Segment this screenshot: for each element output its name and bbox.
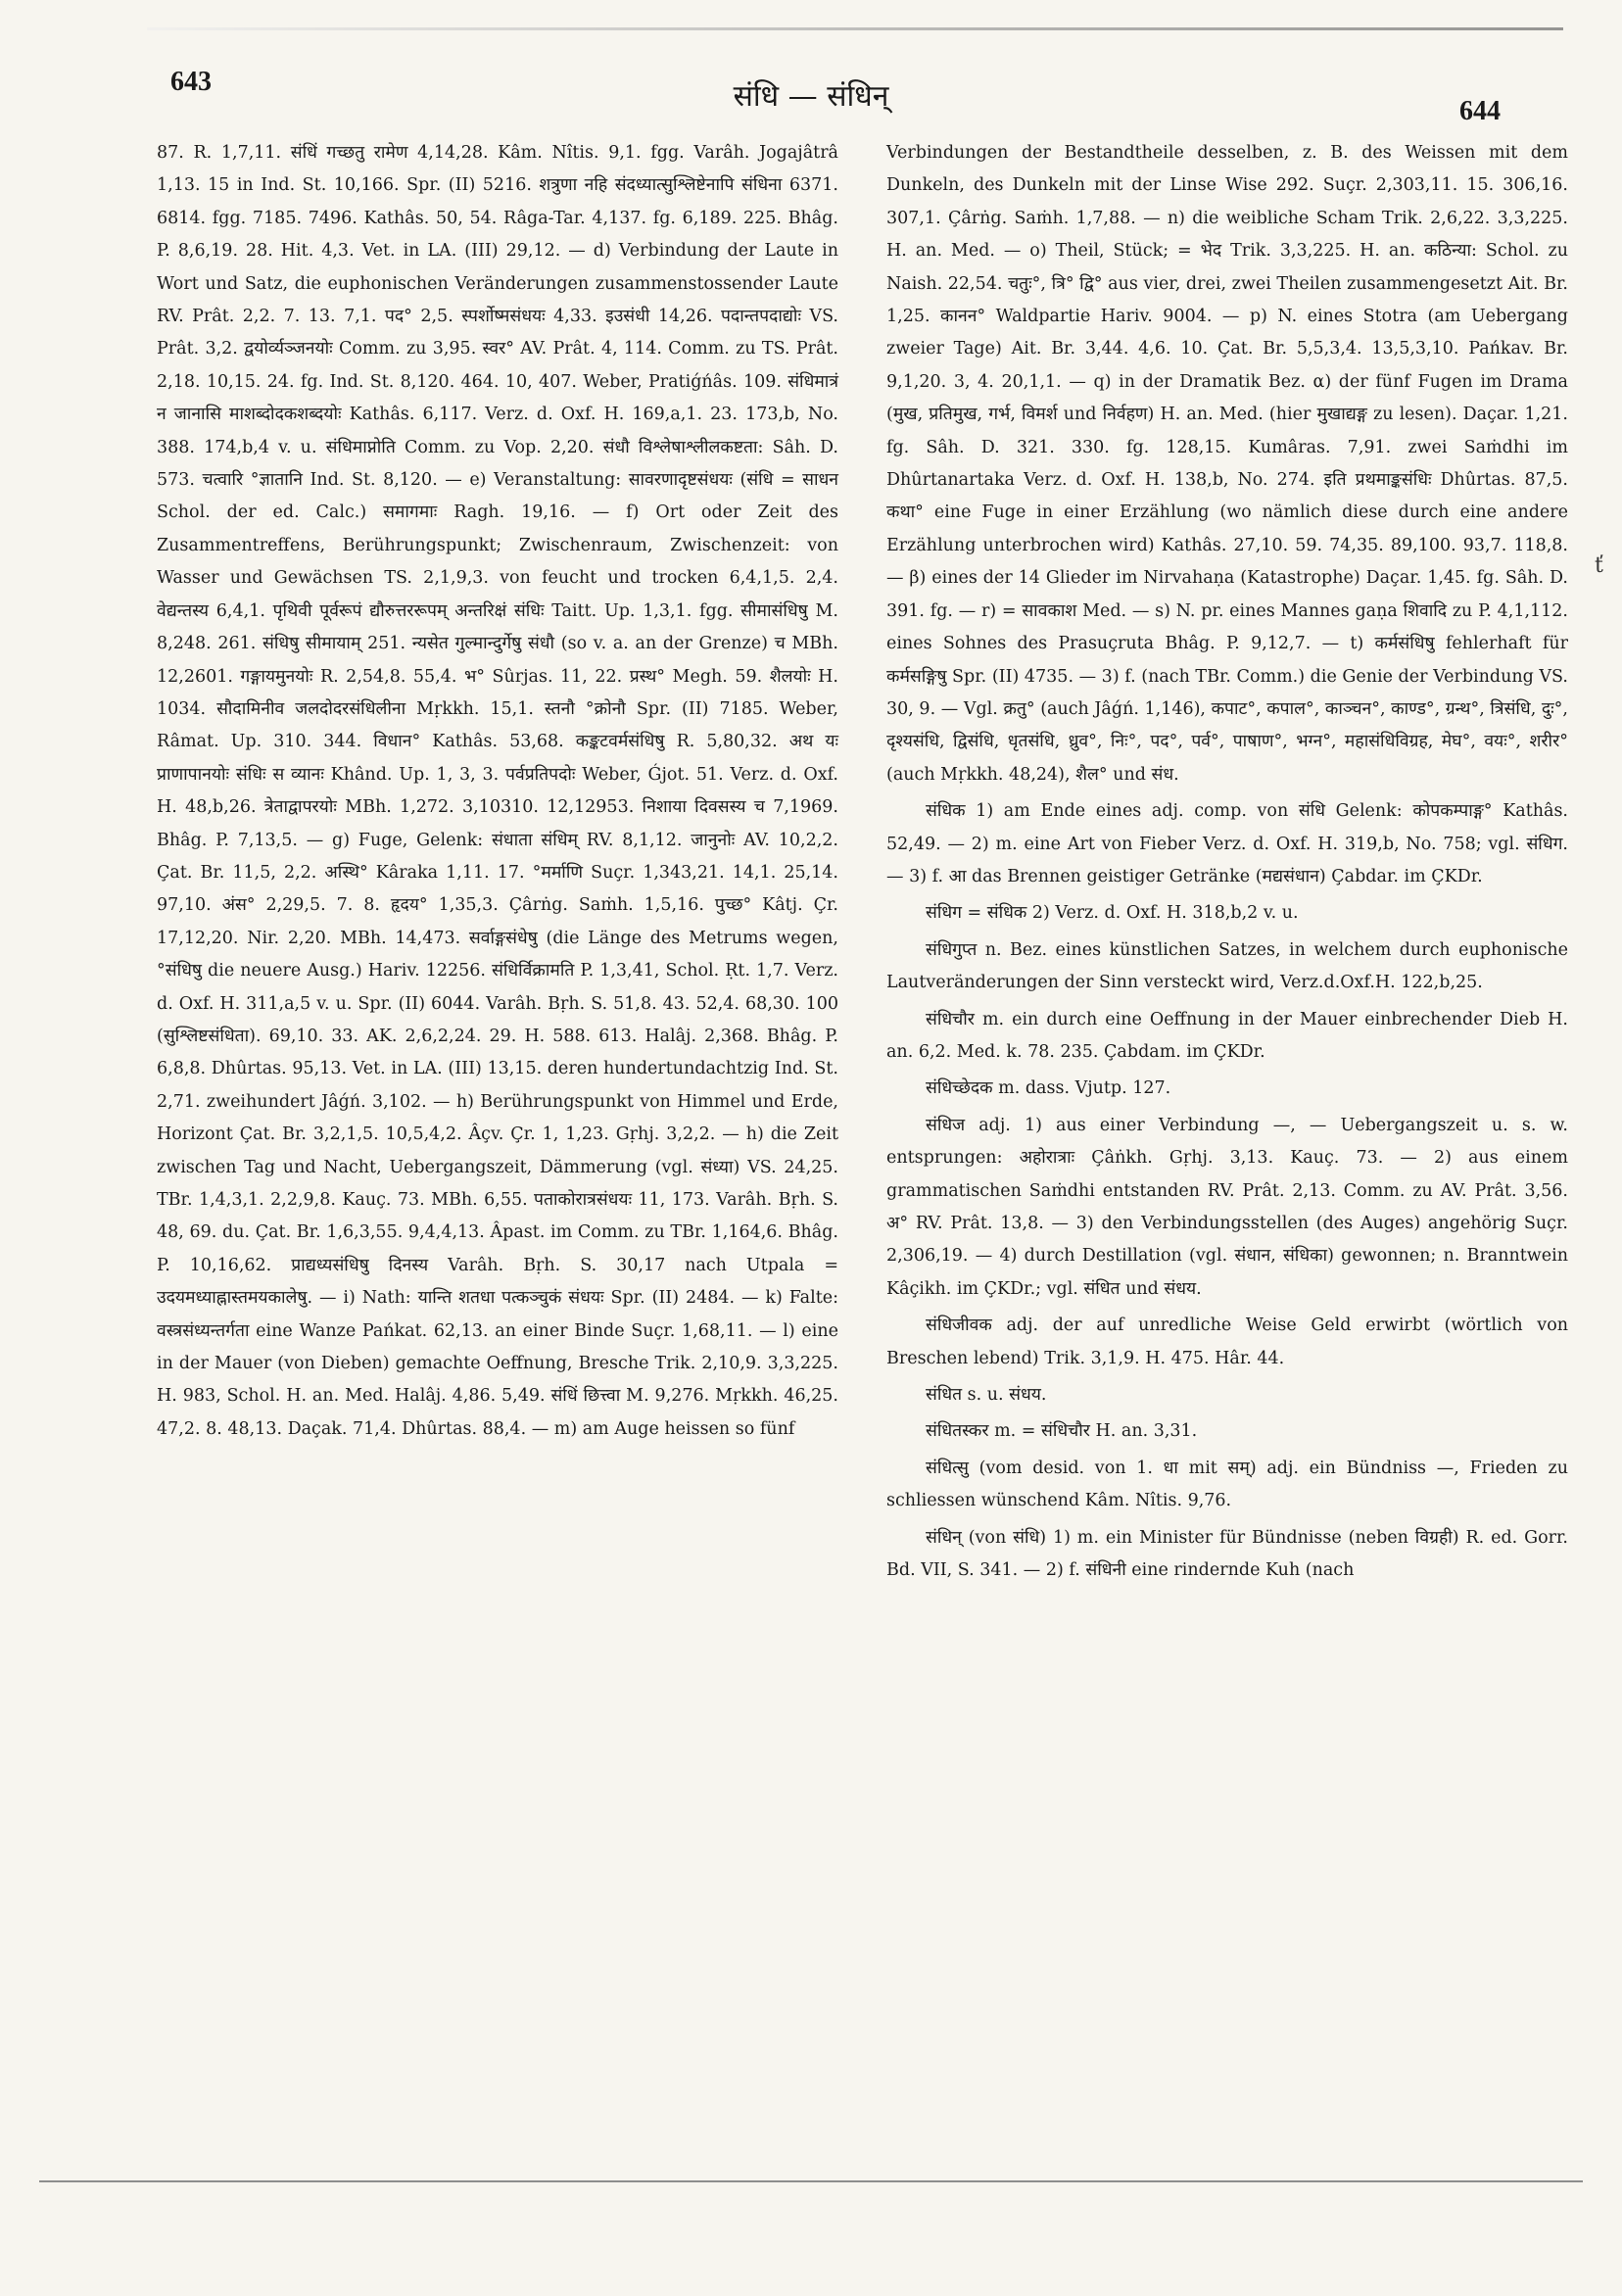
- left-column: [157, 137, 838, 1446]
- continued-text: Verbindungen der Bestandtheile desselben, z. B. des Weissen mit dem Dunkeln, des Dunkeln mit der Linse Wise 292. Suçr. 2,303,11. 15. 306,16. 307,1. Çârṅg. Saṁh. 1,7,88. — n) die weibliche Scham Trik. 2,6,22. 3,3,225. H. an. Med. — o) Theil, Stück; = भेद Trik. 3,3,225. H. an. कठिन्या: Schol. zu Naish. 22,54. चतुः°, त्रि° द्वि° aus vier, drei, zwei Theilen zusammengesetzt Ait. Br. 1,25. कानन° Waldpartie Hariv. 9004. — p) N. eines Stotra (am Uebergang zweier Tage) Ait. Br. 3,44. 4,6. 10. Çat. Br. 5,5,3,4. 13,5,3,10. Pańkav. Br. 9,1,20. 3, 4. 20,1,1. — q) in der Dramatik Bez. α) der fünf Fugen im Drama (मुख, प्रतिमुख, गर्भ, विमर्श und निर्वहण) H. an. Med. (hier मुखाद्यङ्ग zu lesen). Daçar. 1,21. fg. Sâh. D. 321. 330. fg. 128,15. Kumâras. 7,91. zwei Saṁdhi im Dhûrtanartaka Verz. d. Oxf. H. 138,b, No. 274. इति प्रथमाङ्कसंधिः Dhûrtas. 87,5. कथा° eine Fuge in einer Erzählung (wo nämlich diese durch eine andere Erzählung unterbrochen wird) Kathâs. 27,10. 59. 74,35. 89,100. 93,7. 118,8. — β) eines der 14 Glieder im Nirvahaṇa (Katastrophe) Daçar. 1,45. fg. Sâh. D. 391. fg. — r) = सावकाश Med. — s) N. pr. eines Mannes gaṇa शिवादि zu P. 4,1,112. eines Sohnes des Prasuçruta Bhâg. P. 9,12,7. — t) कर्मसंधिषु fehlerhaft für कर्मसङ्गिषु Spr. (II) 4735. — 3) f. (nach TBr. Comm.) die Genie der Verbindung VS. 30, 9. — Vgl. क्रतु° (auch Jâǵń. 1,146), कपाट°, कपाल°, काञ्चन°, काण्ड°, ग्रन्थ°, त्रिसंधि, दुः°, दृश्यसंधि, द्विसंधि, धृतसंधि, ध्रुव°, निः°, पद°, पर्व°, पाषाण°, भग्न°, महासंधिविग्रह, मेघ°, वयः°, शरीर° (auch Mṛkkh. 48,24), शैल° und संध.: [886, 143, 1568, 785]
- dictionary-entry: संधिचौर m. ein durch eine Oeffnung in der Mauer einbrechender Dieb H. an. 6,2. Med. k. 78. 235. Çabdam. im ÇKDr.: [886, 1009, 1568, 1062]
- dictionary-entry: संधिक 1) am Ende eines adj. comp. von संधि Gelenk: कोपकम्पाङ्ग° Kathâs. 52,49. — 2) m. eine Art von Fieber Verz. d. Oxf. H. 319,b, No. 758; vgl. संधिग. — 3) f. आ das Brennen geistiger Getränke (मद्यसंधान) Çabdar. im ÇKDr.: [886, 801, 1568, 886]
- running-head: संधि — संधिन्: [733, 79, 889, 114]
- dictionary-entry: संधित्सु (vom desid. von 1. धा mit सम्) adj. ein Bündniss —, Frieden zu schliessen wünschend Kâm. Nîtis. 9,76.: [886, 1458, 1568, 1511]
- dictionary-entry: संधिज adj. 1) aus einer Verbindung —, — Uebergangszeit u. s. w. entsprungen: अहोरात्राः Çâṅkh. Gṛhj. 3,13. Kauç. 73. — 2) aus einem grammatischen Saṁdhi entstanden RV. Prât. 2,13. Comm. zu AV. Prât. 3,56. अ° RV. Prât. 13,8. — 3) den Verbindungsstellen (des Auges) angehörig Suçr. 2,306,19. — 4) durch Destillation (vgl. संधान, संधिका) gewonnen; n. Branntwein Kâçikh. im ÇKDr.; vgl. संधित und संधय.: [886, 1115, 1568, 1299]
- margin-mark: ť: [1595, 553, 1603, 578]
- dictionary-entry: संधितस्कर m. = संधिचौर H. an. 3,31.: [926, 1421, 1198, 1442]
- footer-rule: [39, 2180, 1583, 2182]
- dictionary-entry: संधित s. u. संधय.: [926, 1385, 1047, 1406]
- scan-top-edge: [147, 27, 1563, 30]
- left-column-text: 87. R. 1,7,11. संधिं गच्छतु रामेण 4,14,28. Kâm. Nîtis. 9,1. fgg. Varâh. Jogajâtrâ 1,13. 15 in Ind. St. 10,166. Spr. (II) 5216. शत्रुणा नहि संदध्यात्सुश्लिष्टेनापि संधिना 6371. 6814. fgg. 7185. 7496. Kathâs. 50, 54. Râga-Tar. 4,137. fg. 6,189. 225. Bhâg. P. 8,6,19. 28. Hit. 4,3. Vet. in LA. (III) 29,12. — d) Verbindung der Laute in Wort und Satz, die euphonischen Veränderungen zusammenstossender Laute RV. Prât. 2,2. 7. 13. 7,1. पद° 2,5. स्पर्शोष्मसंधयः 4,33. इउसंधी 14,26. पदान्तपदाद्योः VS. Prât. 3,2. द्वयोर्व्यञ्जनयोः Comm. zu 3,95. स्वर° AV. Prât. 4, 114. Comm. zu TS. Prât. 2,18. 10,15. 24. fg. Ind. St. 8,120. 464. 10, 407. Weber, Pratiǵńâs. 109. संधिमात्रं न जानासि माशब्दोदकशब्दयोः Kathâs. 6,117. Verz. d. Oxf. H. 169,a,1. 23. 173,b, No. 388. 174,b,4 v. u. संधिमाप्नोति Comm. zu Vop. 2,20. संधौ विश्लेषाश्लीलकष्टता: Sâh. D. 573. चत्वारि °ज्ञातानि Ind. St. 8,120. — e) Veranstaltung: सावरणादृष्टसंधयः (संधि = साधन Schol. der ed. Calc.) समागमाः Ragh. 19,16. — f) Ort oder Zeit des Zusammentreffens, Berührungspunkt; Zwischenraum, Zwischenzeit: von Wasser und Gewächsen TS. 2,1,9,3. von feucht und trocken 6,4,1,5. 2,4. वेद्यन्तस्य 6,4,1. पृथिवी पूर्वरूपं द्यौरुत्तररूपम् अन्तरिक्षं संधिः Taitt. Up. 1,3,1. fgg. सीमासंधिषु M. 8,248. 261. संधिषु सीमायाम् 251. न्यसेत गुल्मान्दुर्गेषु संधौ (so v. a. an der Grenze) च MBh. 12,2601. गङ्गायमुनयोः R. 2,54,8. 55,4. भ° Sûrjas. 11, 22. प्रस्थ° Megh. 59. शैलयोः H. 1034. सौदामिनीव जलदोदरसंधिलीना Mṛkkh. 15,1. स्तनौ °क्रोनौ Spr. (II) 7185. Weber, Râmat. Up. 310. 344. विधान° Kathâs. 53,68. कङ्कटवर्मसंधिषु R. 5,80,32. अथ यः प्राणापानयोः संधिः स व्यानः Khând. Up. 1, 3, 3. पर्वप्रतिपदोः Weber, Ǵjot. 51. Verz. d. Oxf. H. 48,b,26. त्रेताद्वापरयोः MBh. 1,272. 3,10310. 12,12953. निशाया दिवसस्य च 7,1969. Bhâg. P. 7,13,5. — g) Fuge, Gelenk: संधाता संधिम् RV. 8,1,12. जानुनोः AV. 10,2,2. Çat. Br. 11,5, 2,2. अस्थि° Kâraka 1,11. 17. °मर्माणि Suçr. 1,343,21. 14,1. 25,14. 97,10. अंस° 2,29,5. 7. 8. हृदय° 1,35,3. Çârṅg. Saṁh. 1,5,16. पुच्छ° Kâtj. Çr. 17,12,20. Nir. 2,20. MBh. 14,473. सर्वाङ्गसंधेषु (die Länge des Metrums wegen, °संधिषु die neuere Ausg.) Hariv. 12256. संधिर्विक्रामति P. 1,3,41, Schol. Ṛt. 1,7. Verz. d. Oxf. H. 311,a,5 v. u. Spr. (II) 6044. Varâh. Bṛh. S. 51,8. 43. 52,4. 68,30. 100 (सुश्लिष्टसंधिता). 69,10. 33. AK. 2,6,2,24. 29. H. 588. 613. Halâj. 2,368. Bhâg. P. 6,8,8. Dhûrtas. 95,13. Vet. in LA. (III) 13,15. deren hundertundachtzig Ind. St. 2,71. zweihundert Jâǵń. 3,102. — h) Berührungspunkt von Himmel und Erde, Horizont Çat. Br. 3,2,1,5. 10,5,4,2. Âçv. Çr. 1, 1,23. Gṛhj. 3,2,2. — h) die Zeit zwischen Tag und Nacht, Uebergangszeit, Dämmerung (vgl. संध्या) VS. 24,25. TBr. 1,4,3,1. 2,2,9,8. Kauç. 73. MBh. 6,55. पताकोरात्रसंधयः 11, 173. Varâh. Bṛh. S. 48, 69. du. Çat. Br. 1,6,3,55. 9,4,4,13. Âpast. im Comm. zu TBr. 1,164,6. Bhâg. P. 10,16,62. प्राद्यध्यसंधिषु दिनस्य Varâh. Bṛh. S. 30,17 nach Utpala = उदयमध्याह्नास्तमयकालेषु. — i) Nath: यान्ति शतधा पत्कञ्चुकं संधयः Spr. (II) 2484. — k) Falte: वस्त्रसंध्यन्तर्गता eine Wanze Pańkat. 62,13. an einer Binde Suçr. 1,68,11. — l) eine in der Mauer (von Dieben) gemachte Oeffnung, Bresche Trik. 2,10,9. 3,3,225. H. 983, Schol. H. an. Med. Halâj. 4,86. 5,49. संधिं छित्त्वा M. 9,276. Mṛkkh. 46,25. 47,2. 8. 48,13. Daçak. 71,4. Dhûrtas. 88,4. — m) am Auge heissen so fünf: [157, 143, 838, 1439]
- page-number-right: 644: [1459, 96, 1501, 126]
- page-number-left: 643: [170, 67, 212, 97]
- dictionary-entry: संधिच्छेदक m. dass. Vjutp. 127.: [926, 1078, 1171, 1099]
- dictionary-entry: संधिन् (von संधि) 1) m. ein Minister für Bündnisse (neben विग्रही) R. ed. Gorr. Bd. VII, S. 341. — 2) f. संधिनी eine rindernde Kuh (nach: [886, 1527, 1568, 1581]
- dictionary-entry: संधिजीवक adj. der auf unredliche Weise Geld erwirbt (wörtlich von Breschen lebend) Trik. 3,1,9. H. 475. Hâr. 44.: [886, 1315, 1568, 1368]
- right-column: [886, 137, 1568, 1587]
- dictionary-entry: संधिग = संधिक 2) Verz. d. Oxf. H. 318,b,2 v. u.: [926, 903, 1299, 924]
- dictionary-entry: संधिगुप्त n. Bez. eines künstlichen Satzes, in welchem durch euphonische Lautveränderungen der Sinn versteckt wird, Verz.d.Oxf.H. 122,b,25.: [886, 939, 1568, 993]
